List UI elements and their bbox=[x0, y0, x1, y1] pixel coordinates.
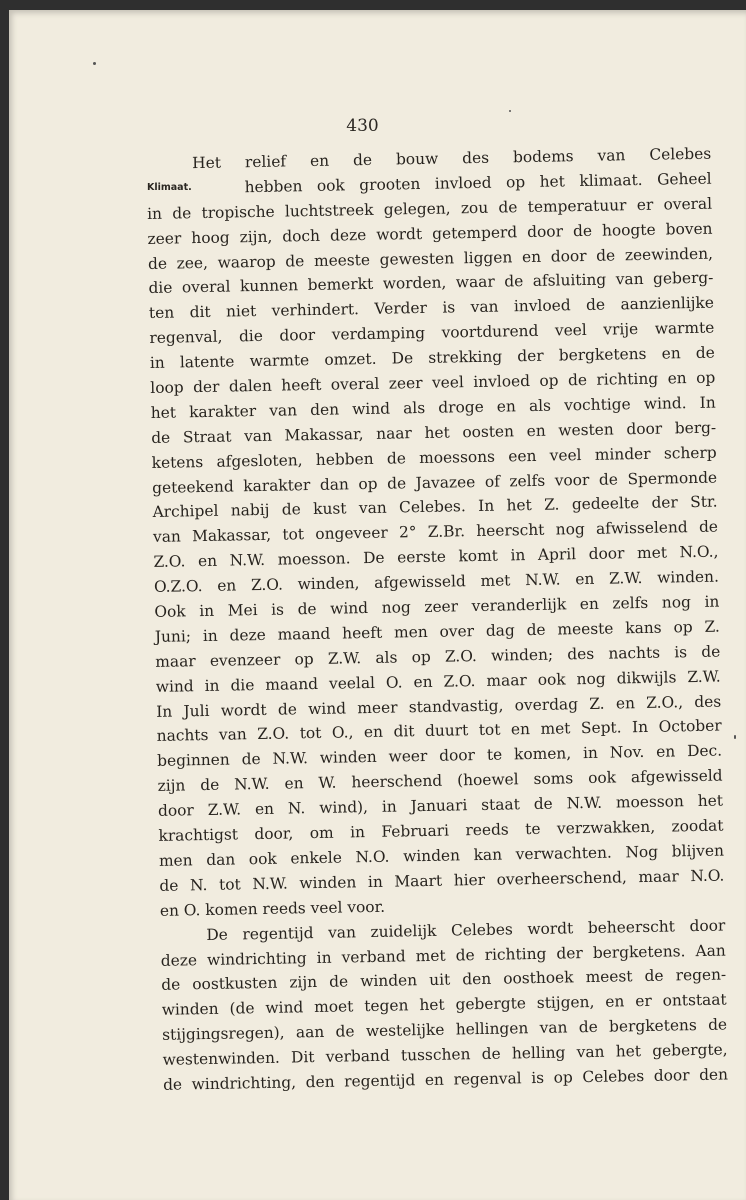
text-line: ketens afgesloten, hebben de moessons een veel minder scherp bbox=[151, 443, 717, 472]
text-line: het karakter van den wind als droge en als vochtige wind. In bbox=[150, 393, 716, 422]
text-line: de Straat van Makassar, naar het oosten en westen door berg- bbox=[151, 418, 717, 447]
text-line: in de tropische luchtstreek gelegen, zou de temperatuur er overal bbox=[146, 194, 713, 223]
text-line: westenwinden. Dit verband tusschen de helling van het gebergte, bbox=[162, 1040, 728, 1069]
text-line: Archipel nabij de kust van Celebes. In het Z. gedeelte der Str. bbox=[152, 493, 718, 522]
scan-border-left bbox=[0, 0, 9, 1200]
text-line: maar evenzeer op Z.W. als op Z.O. winden; des nachts is de bbox=[155, 642, 721, 671]
text-line: Z.O. en N.W. moesson. De eerste komt in April door met N.O., bbox=[153, 542, 719, 572]
text-line: zeer hoog zijn, doch deze wordt getemperd door de hoogte boven bbox=[147, 219, 713, 248]
text-line: krachtigst door, om in Februari reeds te verzwakken, zoodat bbox=[158, 816, 724, 845]
text-line: wind in die maand veelal O. en Z.O. maar ook nog dikwijls Z.W. bbox=[155, 667, 721, 696]
text-line: hebben ook grooten invloed op het klimaat. Geheel bbox=[244, 169, 712, 197]
scan-border-top bbox=[0, 0, 746, 10]
text-line: beginnen de N.W. winden weer door te komen, in Nov. en Dec. bbox=[157, 741, 723, 771]
text-line: zijn de N.W. en W. heerschend (hoewel soms ook afgewisseld bbox=[157, 766, 723, 796]
text-line: In Juli wordt de wind meer standvastig, overdag Z. en Z.O., des bbox=[156, 692, 722, 721]
text-line: stijgingsregen), aan de westelijke hellingen van de bergketens de bbox=[162, 1015, 728, 1045]
text-line: nachts van Z.O. tot O., en dit duurt tot en met Sept. In October bbox=[156, 717, 722, 746]
body-text bbox=[146, 142, 728, 1098]
text-line: en O. komen reeds veel voor. bbox=[159, 897, 386, 920]
text-line: De regentijd van zuidelijk Celebes wordt beheerscht door bbox=[206, 916, 726, 944]
text-line: de N. tot N.W. winden in Maart hier overheerschend, maar N.O. bbox=[159, 866, 725, 895]
page-number: 430 bbox=[346, 116, 379, 136]
text-line: ten dit niet verhindert. Verder is van invloed de aanzienlijke bbox=[148, 293, 715, 323]
text-line: door Z.W. en N. wind), in Januari staat de N.W. moesson het bbox=[157, 791, 724, 821]
text-line: geteekend karakter dan op de Javazee of zelfs voor de Spermonde bbox=[151, 468, 718, 497]
paper-speck bbox=[93, 62, 96, 65]
text-line: de oostkusten zijn de winden uit den oosthoek meest de regen- bbox=[161, 965, 727, 995]
paper-speck bbox=[509, 110, 511, 112]
text-line: Het relief en de bouw des bodems van Celebes bbox=[192, 144, 712, 173]
paper-speck bbox=[734, 735, 736, 739]
text-line: O.Z.O. en Z.O. winden, afgewisseld met N.W. en Z.W. winden. bbox=[153, 567, 720, 597]
text-line: deze windrichting in verband met de richting der bergketens. Aan bbox=[160, 941, 726, 970]
margin-note-klimaat: Klimaat. bbox=[147, 182, 192, 193]
book-page bbox=[9, 10, 746, 1200]
text-line: Ook in Mei is de wind nog zeer veranderlijk en zelfs nog in bbox=[154, 592, 720, 621]
text-line: de zee, waarop de meeste gewesten liggen en door de zeewinden, bbox=[147, 244, 714, 273]
text-line: loop der dalen heeft overal zeer veel invloed op de richting en op bbox=[150, 368, 716, 397]
text-line: men dan ook enkele N.O. winden kan verwachten. Nog blijven bbox=[158, 841, 725, 870]
text-line: winden (de wind moet tegen het gebergte stijgen, en er ontstaat bbox=[161, 990, 727, 1020]
text-line: de windrichting, den regentijd en regenval is op Celebes door den bbox=[162, 1065, 729, 1094]
text-line: die overal kunnen bemerkt worden, waar de afsluiting van geberg- bbox=[148, 269, 714, 298]
text-line: regenval, die door verdamping voortdurend veel vrije warmte bbox=[149, 318, 715, 348]
text-line: in latente warmte omzet. De strekking der bergketens en de bbox=[149, 343, 715, 373]
text-line: Juni; in deze maand heeft men over dag de meeste kans op Z. bbox=[154, 617, 720, 646]
text-line: van Makassar, tot ongeveer 2° Z.Br. heerscht nog afwisselend de bbox=[152, 517, 719, 547]
